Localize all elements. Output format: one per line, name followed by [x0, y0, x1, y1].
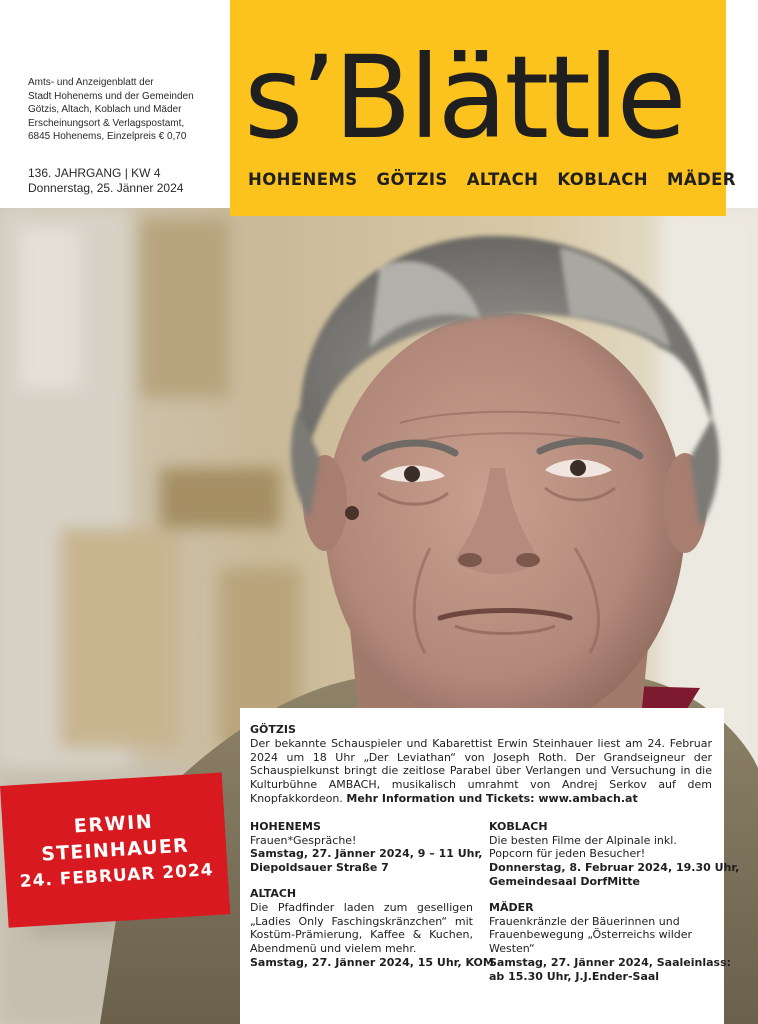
publisher-line: Amts- und Anzeigenblatt der [28, 77, 154, 88]
publisher-info [28, 76, 230, 144]
event-place: Diepoldsauer Straße 7 [250, 861, 389, 875]
publisher-line: Stadt Hohenems und der Gemeinden [28, 90, 194, 102]
event-date: Samstag, 27. Jänner 2024, 15 Uhr, KOM [250, 955, 494, 969]
publisher-line: Erscheinungsort & Verlagspostamt, [28, 117, 185, 129]
event-date: Samstag, 27. Jänner 2024, 9 – 11 Uhr, [250, 847, 483, 861]
event-columns [250, 819, 740, 996]
event-heading: HOHENEMS [250, 819, 321, 833]
town-goetzis: GÖTZIS [376, 170, 448, 189]
event-hohenems [250, 819, 483, 875]
event-koblach [489, 819, 740, 889]
town-list [248, 170, 736, 189]
event-text: Popcorn für jeden Besucher! [489, 847, 646, 861]
event-date: Samstag, 27. Jänner 2024, Saaleinlass: [489, 955, 732, 969]
issue-volume: 136. JAHRGANG | KW 4 [28, 165, 161, 180]
publisher-line: Götzis, Altach, Koblach und Mäder [28, 104, 182, 116]
feature-text: Der bekannte Schauspieler und Kabarettist Erwin Steinhauer liest am 24. Februar 2024 um 18 Uhr „Der Leviathan“ von Joseph Roth. Der Grandseigneur der Schauspielkunst bringt die zeitlose Parabel über Verlangen und Versuchung in die Kulturbühne AMBACH, musikalisch umrahmt von Andrej Serkov auf dem Knopfakkordeon. [250, 736, 712, 805]
town-maeder: MÄDER [667, 170, 736, 189]
event-date: Donnerstag, 8. Februar 2024, 19.30 Uhr, [489, 861, 740, 875]
event-heading: KOBLACH [489, 819, 548, 833]
event-text: Frauenkränzle der Bäuerinnen und Frauenbewegung „Österreichs wilder Westen“ [489, 914, 693, 956]
town-koblach: KOBLACH [557, 170, 648, 189]
info-panel [240, 708, 740, 1024]
masthead-banner [230, 0, 736, 216]
headline-box [0, 772, 230, 927]
newspaper-logo: s’Blättle [244, 31, 684, 164]
headline-first-name: ERWIN [73, 810, 154, 838]
issue-info [28, 166, 230, 196]
masthead-left [0, 0, 230, 208]
town-altach: ALTACH [466, 170, 539, 189]
event-text: Frauen*Gespräche! [250, 833, 357, 847]
event-text: Die Pfadfinder laden zum geselligen „Ladies Only Faschingskränzchen“ mit Kostüm-Prämierung, Kaffee & Kuchen, Abendmenü und vielem mehr. [250, 900, 473, 956]
event-place: Gemeindesaal DorfMitte [489, 874, 640, 888]
event-altach [250, 886, 494, 970]
event-place: ab 15.30 Uhr, J.J.Ender-Saal [489, 969, 660, 983]
event-column-left [250, 819, 494, 996]
headline-date: 24. FEBRUAR 2024 [19, 860, 215, 892]
headline-last-name: STEINHAUER [40, 834, 190, 866]
event-text: Die besten Filme der Alpinale inkl. [489, 833, 677, 847]
feature-link[interactable]: Mehr Information und Tickets: www.ambach.at [346, 791, 638, 805]
event-column-right [489, 819, 740, 996]
event-maeder [489, 900, 732, 984]
event-heading: ALTACH [250, 886, 297, 900]
feature-heading: GÖTZIS [250, 723, 296, 736]
publisher-line: 6845 Hohenems, Einzelpreis € 0,70 [28, 131, 187, 143]
event-heading: MÄDER [489, 900, 534, 914]
issue-date: Donnerstag, 25. Jänner 2024 [28, 180, 184, 195]
feature-article [250, 723, 712, 806]
town-hohenems: HOHENEMS [248, 170, 358, 189]
